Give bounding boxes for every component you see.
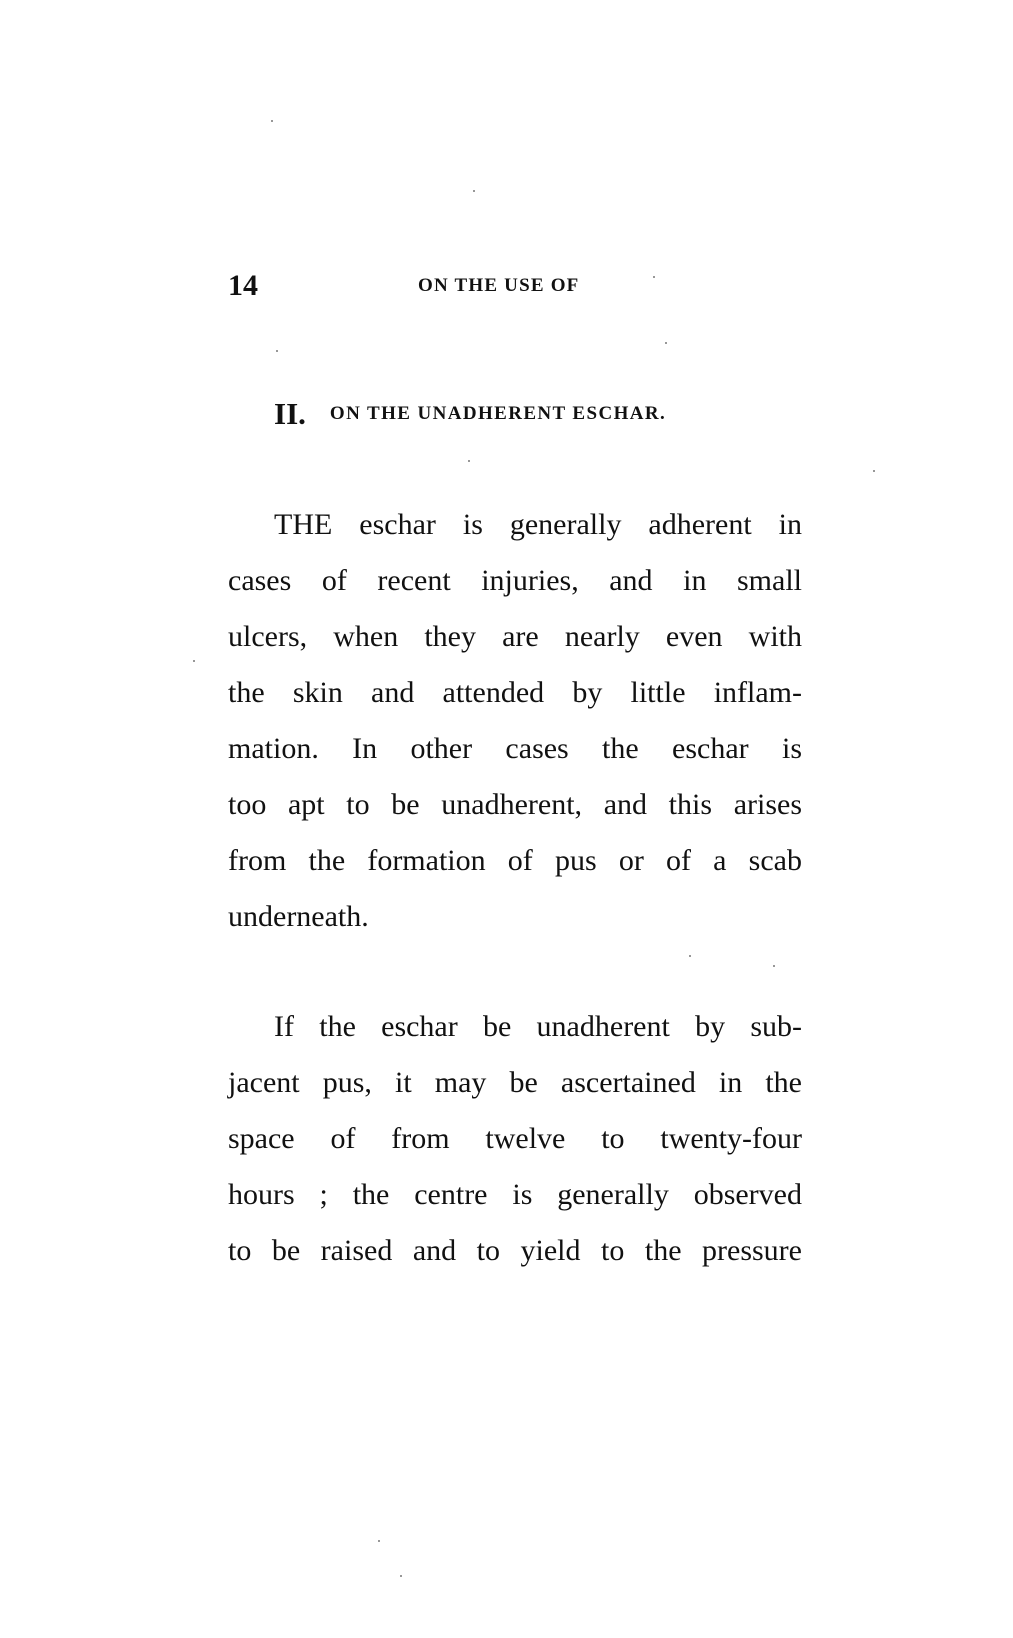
text-line: from the formation of pus or of a scab xyxy=(228,844,802,877)
scan-speck xyxy=(473,190,475,192)
scan-speck xyxy=(400,1575,402,1577)
scan-speck xyxy=(773,965,775,967)
text-line: THE eschar is generally adherent in xyxy=(274,508,802,541)
text-line: ulcers, when they are nearly even with xyxy=(228,620,802,653)
running-title: ON THE USE OF xyxy=(418,275,580,296)
text-line: to be raised and to yield to the pressure xyxy=(228,1234,802,1267)
running-head xyxy=(0,266,1013,306)
scan-speck xyxy=(271,120,273,122)
scan-speck xyxy=(193,660,195,662)
text-line: If the eschar be unadherent by sub- xyxy=(274,1010,802,1043)
page-number: 14 xyxy=(228,269,258,302)
text-line: mation. In other cases the eschar is xyxy=(228,732,802,765)
scan-speck xyxy=(276,350,278,352)
section-number: II. xyxy=(274,396,306,431)
text-line: space of from twelve to twenty-four xyxy=(228,1122,802,1155)
text-line: jacent pus, it may be ascertained in the xyxy=(228,1066,802,1099)
text-line: the skin and attended by little inflam- xyxy=(228,676,802,709)
scan-speck xyxy=(665,342,667,344)
paragraph-1 xyxy=(228,497,802,945)
scan-speck xyxy=(378,1540,380,1542)
section-title: ON THE UNADHERENT ESCHAR. xyxy=(329,403,667,424)
text-line: hours ; the centre is generally observed xyxy=(228,1178,802,1211)
scan-speck xyxy=(873,470,875,472)
text-line: too apt to be unadherent, and this arises xyxy=(228,788,802,821)
scan-speck xyxy=(689,955,691,957)
text-line: underneath. xyxy=(228,900,369,933)
scan-speck xyxy=(653,276,655,278)
section-heading xyxy=(274,396,666,440)
paragraph-2 xyxy=(228,999,802,1279)
text-line: cases of recent injuries, and in small xyxy=(228,564,802,597)
scan-speck xyxy=(468,460,470,462)
